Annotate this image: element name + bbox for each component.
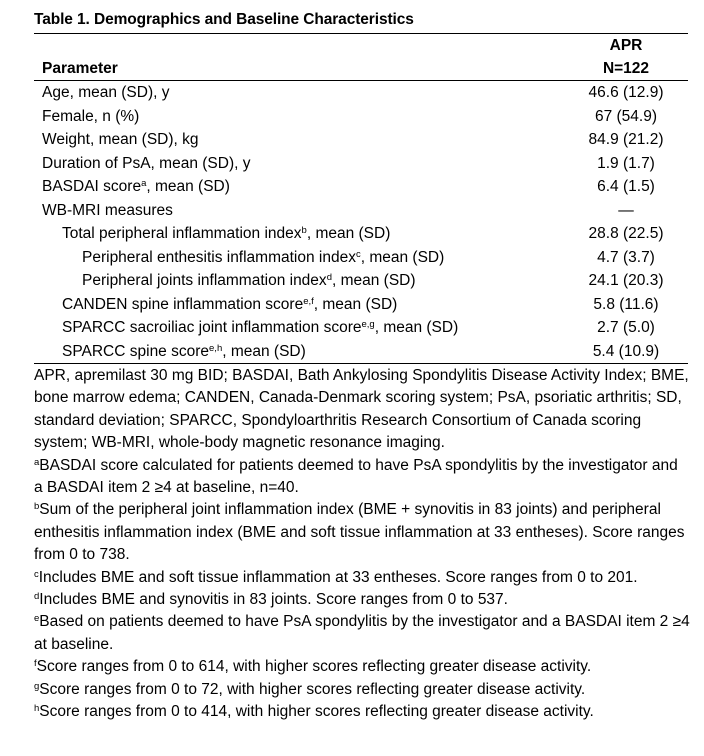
row-label <box>34 128 566 152</box>
row-label <box>34 222 566 246</box>
footnote-f <box>34 656 690 678</box>
table-title: Table 1. Demographics and Baseline Characteristics <box>34 11 414 28</box>
row-value: 67 (54.9) <box>594 107 658 125</box>
footnote-mark: g <box>34 680 40 692</box>
row-value: 4.7 (3.7) <box>597 248 655 266</box>
row-footnote-mark: e,g <box>361 319 375 330</box>
row-value: 2.7 (5.0) <box>597 319 655 336</box>
row-label-text: WB-MRI measures <box>42 201 173 219</box>
row-value: 5.8 (11.6) <box>593 295 659 313</box>
row-label-text: Female, n (%) <box>42 107 140 125</box>
row-label <box>34 293 566 317</box>
row-value: 28.8 (22.5) <box>588 225 664 242</box>
table-footnotes <box>34 364 690 724</box>
footnote-text: Score ranges from 0 to 414, with higher scores reflecting greater disease activity. <box>39 703 594 721</box>
row-value: 84.9 (21.2) <box>588 131 664 148</box>
table-row <box>34 222 688 246</box>
row-label-text: Peripheral joints inflammation index <box>82 272 327 289</box>
table-row <box>34 128 688 152</box>
row-label-suffix: , mean (SD) <box>331 272 416 289</box>
row-value: 24.1 (20.3) <box>588 272 664 289</box>
footnote-b <box>34 499 690 566</box>
row-value: 46.6 (12.9) <box>588 84 664 101</box>
footnote-text: Sum of the peripheral joint inflammation index (BME + synovitis in 83 joints) and peripheral enthesitis inflammation index (BME and soft tissue inflammation at 33 entheses). Score ranges from 0 to 738. <box>34 501 685 564</box>
table-row <box>34 152 688 176</box>
table-row <box>34 81 688 105</box>
row-value: — <box>618 201 634 219</box>
footnote-mark: b <box>34 501 40 513</box>
row-value: 6.4 (1.5) <box>597 178 655 195</box>
row-label <box>34 269 566 293</box>
row-label-text: Weight, mean (SD), kg <box>42 131 199 148</box>
header-group-label: APR <box>609 37 643 54</box>
footnote-mark: a <box>34 456 40 468</box>
row-label <box>34 316 566 340</box>
footnote-mark: h <box>34 703 40 715</box>
table-figure <box>34 0 688 724</box>
row-label-suffix: , mean (SD) <box>146 178 230 195</box>
footnote-mark: d <box>34 591 40 603</box>
row-label-text: Age, mean (SD), y <box>42 84 170 101</box>
table-row <box>34 175 688 199</box>
row-label <box>34 340 566 364</box>
table-row-section <box>34 199 688 223</box>
row-label-text: BASDAI score <box>42 178 142 195</box>
demographics-table <box>34 33 688 364</box>
footnote-g <box>34 679 690 701</box>
footnote-mark: c <box>34 568 39 580</box>
footnote-e <box>34 611 690 656</box>
row-label <box>34 199 566 223</box>
row-value: 5.4 (10.9) <box>592 342 660 360</box>
footnote-text: Score ranges from 0 to 72, with higher scores reflecting greater disease activity. <box>39 680 586 698</box>
row-label-suffix: , mean (SD) <box>313 295 398 313</box>
footnote-text: Score ranges from 0 to 614, with higher scores reflecting greater disease activity. <box>36 658 592 676</box>
row-label <box>34 152 566 176</box>
row-label-text: SPARCC spine score <box>62 342 210 360</box>
row-footnote-mark: a <box>141 178 147 189</box>
table-row <box>34 293 688 317</box>
footnote-c <box>34 567 690 589</box>
row-label-text: Peripheral enthesitis inflammation index <box>82 248 356 266</box>
header-group-n: N=122 <box>566 57 688 81</box>
row-footnote-mark: e,f <box>303 295 314 307</box>
row-footnote-mark: c <box>355 248 361 260</box>
footnote-text: Based on patients deemed to have PsA spondylitis by the investigator and a BASDAI item 2 ≥4 at baseline. <box>34 613 690 653</box>
row-label-text: CANDEN spine inflammation score <box>62 295 304 313</box>
row-label-suffix: , mean (SD) <box>360 248 445 266</box>
row-label-suffix: , mean (SD) <box>222 342 306 360</box>
footnote-mark: e <box>34 613 40 625</box>
table-header <box>34 34 688 81</box>
table-body <box>34 81 688 364</box>
table-row <box>34 105 688 129</box>
row-label <box>34 246 566 270</box>
header-parameter: Parameter <box>34 57 566 81</box>
header-row-main <box>34 57 688 81</box>
row-label-suffix: , mean (SD) <box>374 319 459 336</box>
footnote-d <box>34 589 690 611</box>
row-label-text: Duration of PsA, mean (SD), y <box>42 154 251 172</box>
row-label <box>34 175 566 199</box>
abbreviations-note: APR, apremilast 30 mg BID; BASDAI, Bath Ankylosing Spondylitis Disease Activity Index; BME, bone marrow edema; CANDEN, Canada-Denmark scoring system; PsA, psoriatic arthritis; SD, standard deviation; SPARCC, Spondyloarthritis Research Consortium of Canada scoring system; WB-MRI, whole-body magnetic resonance imaging. <box>34 367 689 452</box>
table-row <box>34 246 688 270</box>
row-footnote-mark: b <box>301 225 307 236</box>
table-row <box>34 340 688 364</box>
row-label-suffix: , mean (SD) <box>306 225 391 242</box>
table-row <box>34 269 688 293</box>
header-blank <box>34 34 566 58</box>
footnote-text: Includes BME and soft tissue inflammation at 33 entheses. Score ranges from 0 to 201. <box>38 568 638 586</box>
row-label <box>34 105 566 129</box>
row-footnote-mark: e,h <box>209 342 223 354</box>
row-value: 1.9 (1.7) <box>597 154 655 172</box>
row-label <box>34 81 566 105</box>
row-footnote-mark: d <box>326 272 332 283</box>
row-label-text: Total peripheral inflammation index <box>62 225 302 242</box>
row-label-text: SPARCC sacroiliac joint inflammation score <box>62 319 362 336</box>
footnote-a <box>34 455 690 500</box>
footnote-text: BASDAI score calculated for patients deemed to have PsA spondylitis by the investigator and a BASDAI item 2 ≥4 at baseline, n=40. <box>34 456 678 497</box>
header-row-group <box>34 34 688 58</box>
footnote-text: Includes BME and synovitis in 83 joints. Score ranges from 0 to 537. <box>39 591 508 609</box>
footnote-h <box>34 701 690 723</box>
footnote-mark: f <box>34 658 37 670</box>
table-row <box>34 316 688 340</box>
